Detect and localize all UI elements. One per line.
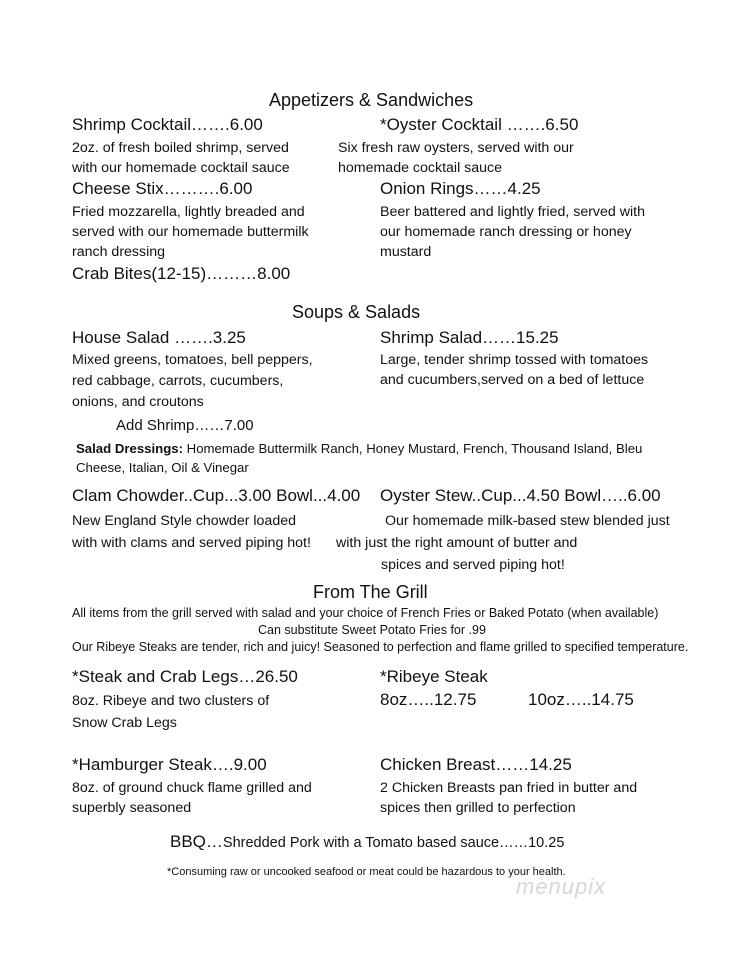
item-title-hamburger-steak: *Hamburger Steak….9.00 xyxy=(72,755,267,774)
desc-line: Fried mozzarella, lightly breaded and xyxy=(72,204,305,220)
desc-line: Our homemade milk-based stew blended just xyxy=(385,513,670,529)
section-heading-soups: Soups & Salads xyxy=(292,302,421,322)
item-title-bbq: BBQ… xyxy=(170,832,223,851)
desc-line: with our homemade cocktail sauce xyxy=(72,160,290,176)
desc-line: spices then grilled to perfection xyxy=(380,800,576,816)
item-desc-bbq: Shredded Pork with a Tomato based sauce……10.25 xyxy=(222,835,565,851)
grill-note-sides: All items from the grill served with salad and your choice of French Fries or Baked Potato (when available) xyxy=(72,606,659,620)
item-price-ribeye-10oz: 10oz…..14.75 xyxy=(528,690,634,709)
item-title-onion-rings: Onion Rings……4.25 xyxy=(380,179,541,198)
item-desc-shrimp-salad xyxy=(380,350,648,390)
item-desc-oyster-cocktail xyxy=(338,138,574,178)
desc-line: New England Style chowder loaded xyxy=(72,513,296,529)
item-title-cheese-stix: Cheese Stix……….6.00 xyxy=(72,179,253,198)
desc-line: homemade cocktail sauce xyxy=(338,160,503,176)
item-title-steak-crab: *Steak and Crab Legs…26.50 xyxy=(72,667,298,686)
item-title-crab-bites: Crab Bites(12-15)………8.00 xyxy=(72,264,291,283)
item-price-ribeye-8oz: 8oz…..12.75 xyxy=(380,690,477,709)
menupix-watermark: menupix xyxy=(516,874,607,899)
desc-line: 2 Chicken Breasts pan fried in butter and xyxy=(380,780,638,796)
desc-line: ranch dressing xyxy=(72,244,166,260)
item-title-chicken-breast: Chicken Breast……14.25 xyxy=(380,755,572,774)
item-desc-onion-rings xyxy=(380,202,645,262)
item-title-oyster-stew: Oyster Stew..Cup...4.50 Bowl…..6.00 xyxy=(380,486,661,505)
item-title-clam-chowder: Clam Chowder..Cup...3.00 Bowl...4.00 xyxy=(72,486,361,505)
desc-line: Six fresh raw oysters, served with our xyxy=(338,140,574,156)
desc-line: and cucumbers,served on a bed of lettuce xyxy=(380,372,645,388)
desc-line: mustard xyxy=(380,244,432,260)
item-desc-shrimp-cocktail xyxy=(72,138,290,178)
desc-line: red cabbage, carrots, cucumbers, xyxy=(72,373,284,389)
grill-note-substitute: Can substitute Sweet Potato Fries for .99 xyxy=(258,623,486,637)
item-addon-add-shrimp: Add Shrimp……7.00 xyxy=(116,417,254,434)
desc-line: 2oz. of fresh boiled shrimp, served xyxy=(72,140,289,156)
item-desc-house-salad xyxy=(72,350,313,413)
desc-line: our homemade ranch dressing or honey xyxy=(380,224,632,240)
item-desc-oyster-stew xyxy=(336,510,670,576)
section-heading-appetizers: Appetizers & Sandwiches xyxy=(269,90,474,110)
item-desc-chicken-breast xyxy=(380,778,637,818)
desc-line: with just the right amount of butter and xyxy=(336,535,578,551)
item-title-ribeye: *Ribeye Steak xyxy=(380,667,488,686)
desc-line: Mixed greens, tomatoes, bell peppers, xyxy=(72,352,313,368)
desc-line: Beer battered and lightly fried, served with xyxy=(380,204,645,220)
item-desc-steak-crab xyxy=(72,690,269,734)
salad-dressings-list: Homemade Buttermilk Ranch, Honey Mustard, French, Thousand Island, Bleu Cheese, Italian, Oil & Vinegar xyxy=(76,441,643,475)
section-heading-grill: From The Grill xyxy=(313,582,428,602)
item-title-shrimp-cocktail: Shrimp Cocktail…….6.00 xyxy=(72,115,263,134)
salad-dressings-note xyxy=(76,439,676,477)
health-disclaimer: *Consuming raw or uncooked seafood or meat could be hazardous to your health. xyxy=(167,866,566,878)
item-desc-clam-chowder xyxy=(72,510,311,554)
desc-line: superbly seasoned xyxy=(72,800,192,816)
grill-note-ribeye: Our Ribeye Steaks are tender, rich and juicy! Seasoned to perfection and flame grilled to specified temperature. xyxy=(72,640,689,654)
item-title-house-salad: House Salad …….3.25 xyxy=(72,328,246,347)
desc-line: 8oz. Ribeye and two clusters of xyxy=(72,693,270,709)
item-bbq xyxy=(170,832,564,852)
desc-line: Snow Crab Legs xyxy=(72,715,177,731)
desc-line: onions, and croutons xyxy=(72,394,204,410)
item-title-oyster-cocktail: *Oyster Cocktail …….6.50 xyxy=(380,115,579,134)
desc-line: with with clams and served piping hot! xyxy=(72,535,311,551)
desc-line: Large, tender shrimp tossed with tomatoes xyxy=(380,352,649,368)
item-desc-cheese-stix xyxy=(72,202,309,262)
desc-line: served with our homemade buttermilk xyxy=(72,224,309,240)
desc-line: 8oz. of ground chuck flame grilled and xyxy=(72,780,312,796)
item-title-shrimp-salad: Shrimp Salad……15.25 xyxy=(380,328,559,347)
salad-dressings-label: Salad Dressings: xyxy=(76,441,184,456)
desc-line: spices and served piping hot! xyxy=(381,557,565,573)
item-desc-hamburger-steak xyxy=(72,778,312,818)
